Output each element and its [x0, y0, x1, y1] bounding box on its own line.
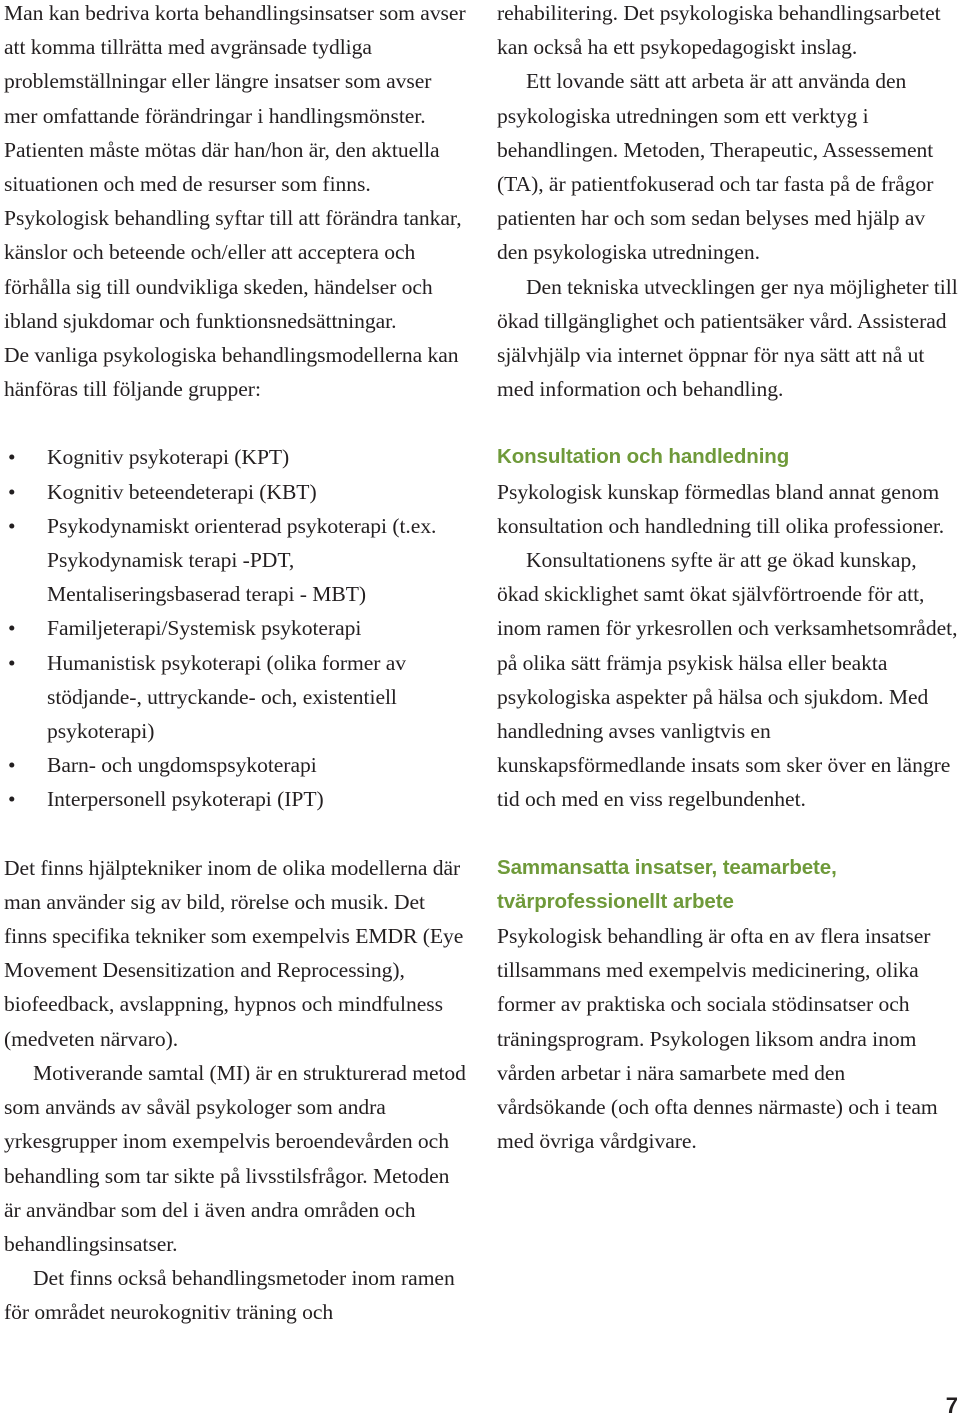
teamwork-paragraph: Psykologisk behandling är ofta en av flera insatser tillsammans med exempelvis medicinering, olika former av praktiska och sociala stödinsatser och träningsprogram. Psykologen liksom andra inom vården arbetar i nära samarbete med den vårdsökande (och ofta dennes närmaste) och i team med övriga vårdgivare.	[497, 924, 938, 1154]
left-column	[4, 0, 466, 1330]
therapy-models-list	[4, 440, 466, 816]
list-item: • Psykodynamiskt orienterad psykoterapi (t.ex. Psykodynamisk terapi -PDT, Mentaliseringsbaserad terapi - MBT)	[4, 509, 466, 612]
section-heading-teamwork: Sammansatta insatser, teamarbete, tvärprofessionellt arbete	[497, 855, 837, 913]
rehab-paragraph: rehabilitering. Det psykologiska behandlingsarbetet kan också ha ett psykopedagogiskt inslag.	[497, 1, 941, 60]
right-column	[497, 0, 959, 1159]
mi-paragraph: Motiverande samtal (MI) är en strukturerad metod som används av såväl psykologer som andra yrkesgrupper inom exempelvis beroendevården och behandling som tar sikte på livsstilsfrågor. Metoden är användbar som del i även andra områden och behandlingsinsatser.	[4, 1060, 466, 1256]
spacer	[497, 817, 959, 851]
intro-paragraph: Man kan bedriva korta behandlingsinsatser som avser att komma tillrätta med avgränsade tydliga problemställningar eller längre insatser som avser mer omfattande förändringar i handlingsmönster. Patienten måste mötas där han/hon är, den aktuella situationen och med de resurser som finns. Psykologisk behandling syftar till att förändra tankar, känslor och beteende och/eller att acceptera och förhålla sig till oundvikliga skeden, händelser och ibland sjukdomar och funktionsnedsättningar.	[4, 1, 466, 333]
list-item: • Barn- och ungdomspsykoterapi	[4, 748, 466, 782]
consultation-paragraph: Psykologisk kunskap förmedlas bland annat genom konsultation och handledning till olika professioner.	[497, 479, 945, 538]
list-item: • Kognitiv beteendeterapi (KBT)	[4, 475, 466, 509]
assessment-paragraph: Ett lovande sätt att arbeta är att använda den psykologiska utredningen som ett verktyg i behandlingen. Metoden, Therapeutic, Assessement (TA), är patientfokuserad och tar fasta på de frågor patienten har och som sedan belyses med hjälp av den psykologiska utredningen.	[497, 69, 934, 265]
spacer	[497, 406, 959, 440]
spacer	[4, 817, 466, 851]
list-item: • Interpersonell psykoterapi (IPT)	[4, 782, 466, 816]
spacer	[4, 406, 466, 440]
page-number: 7	[945, 1393, 958, 1418]
techniques-paragraph: Det finns hjälptekniker inom de olika modellerna där man använder sig av bild, rörelse och musik. Det finns specifika tekniker som exempelvis EMDR (Eye Movement Desensitization and Reprocessing), biofeedback, avslappning, hypnos och mindfulness (medveten närvaro).	[4, 855, 464, 1051]
technology-paragraph: Den tekniska utvecklingen ger nya möjligheter till ökad tillgänglighet och patientsäker vård. Assisterad självhjälp via internet öppnar för nya sätt att nå ut med information och behandling.	[497, 274, 958, 402]
list-item: • Humanistisk psykoterapi (olika former av stödjande-, uttryckande- och, existentiell psykoterapi)	[4, 646, 466, 749]
neurocognitive-paragraph: Det finns också behandlingsmetoder inom ramen för området neurokognitiv träning och	[4, 1266, 455, 1325]
section-heading-consultation: Konsultation och handledning	[497, 445, 790, 469]
list-item: • Kognitiv psykoterapi (KPT)	[4, 440, 466, 474]
list-item: • Familjeterapi/Systemisk psykoterapi	[4, 611, 466, 645]
consultation-purpose-paragraph: Konsultationens syfte är att ge ökad kunskap, ökad skicklighet samt ökat självförtroende för att, inom ramen för yrkesrollen och verksamhetsområdet, på olika sätt främja psykisk hälsa eller beakta psykologiska aspekter på hälsa och sjukdom. Med handledning avses vanligtvis en kunskapsförmedlande insats som sker över en längre tid och med en viss regelbundenhet.	[497, 548, 958, 812]
models-intro-paragraph: De vanliga psykologiska behandlingsmodellerna kan hänföras till följande grupper:	[4, 343, 459, 402]
